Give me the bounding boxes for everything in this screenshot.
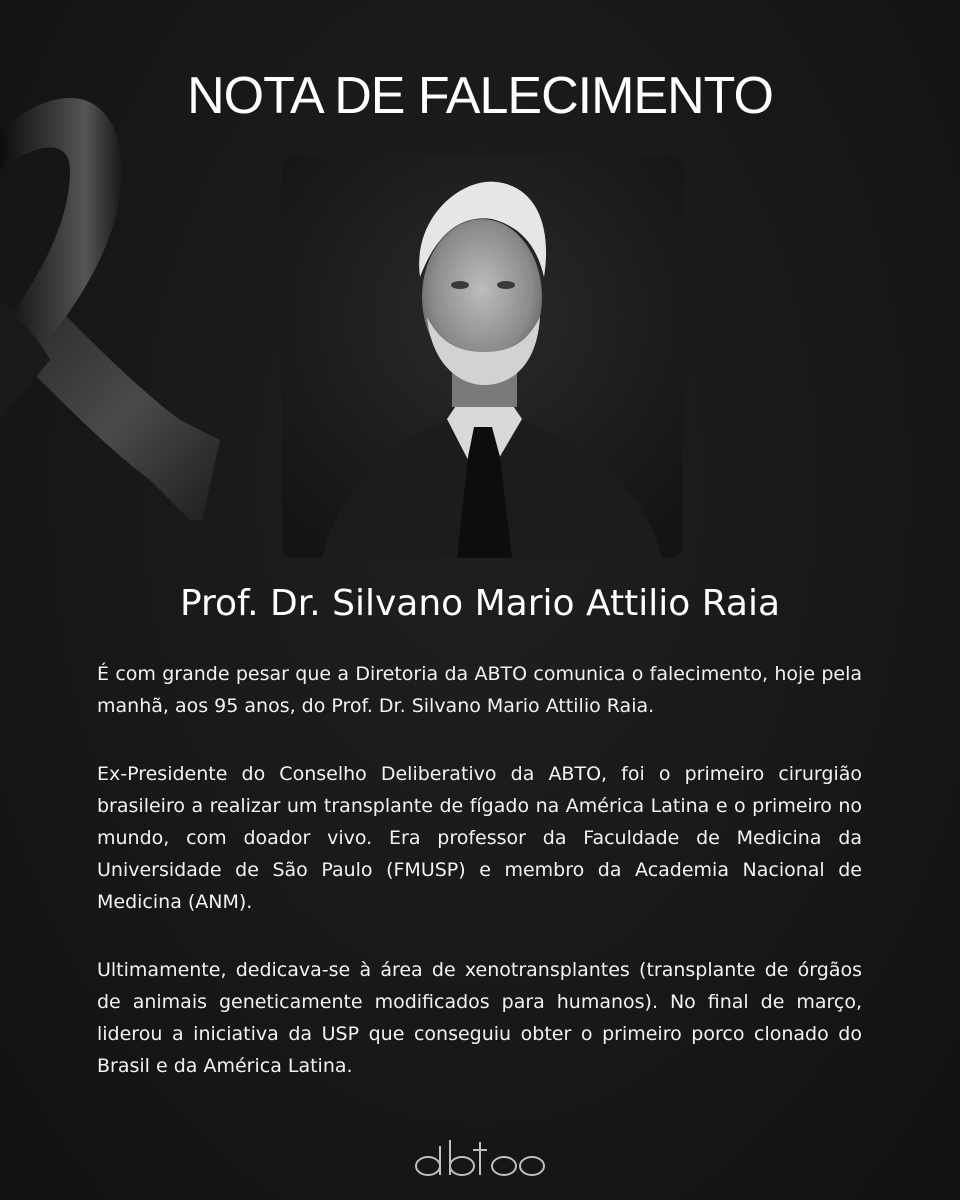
- paragraph-announcement: É com grande pesar que a Diretoria da ABTO comunica o falecimento, hoje pela manhã, aos 95 anos, do Prof. Dr. Silvano Mario Attilio Raia.: [97, 663, 862, 717]
- paragraph-recent-work: Ultimamente, dedicava-se à área de xenotransplantes (transplante de órgãos de animais geneticamente modificados para humanos). No final de março, liderou a iniciativa da USP que conseguiu obter o primeiro porco clonado do Brasil e da América Latina.: [97, 959, 862, 1077]
- page-title: NOTA DE FALECIMENTO: [187, 67, 773, 125]
- mourning-ribbon-icon: [0, 60, 240, 520]
- paragraph-career: Ex-Presidente do Conselho Deliberativo da ABTO, foi o primeiro cirurgião brasileiro a realizar um transplante de fígado na América Latina e o primeiro no mundo, com doador vivo. Era professor da Faculdade de Medicina da Universidade de São Paulo (FMUSP) e membro da Academia Nacional de Medicina (ANM).: [97, 763, 862, 913]
- announcement-text: [97, 658, 862, 1118]
- person-name: Prof. Dr. Silvano Mario Attilio Raia: [179, 583, 781, 624]
- abto-logo: [412, 1136, 548, 1180]
- portrait-photo: [282, 157, 683, 558]
